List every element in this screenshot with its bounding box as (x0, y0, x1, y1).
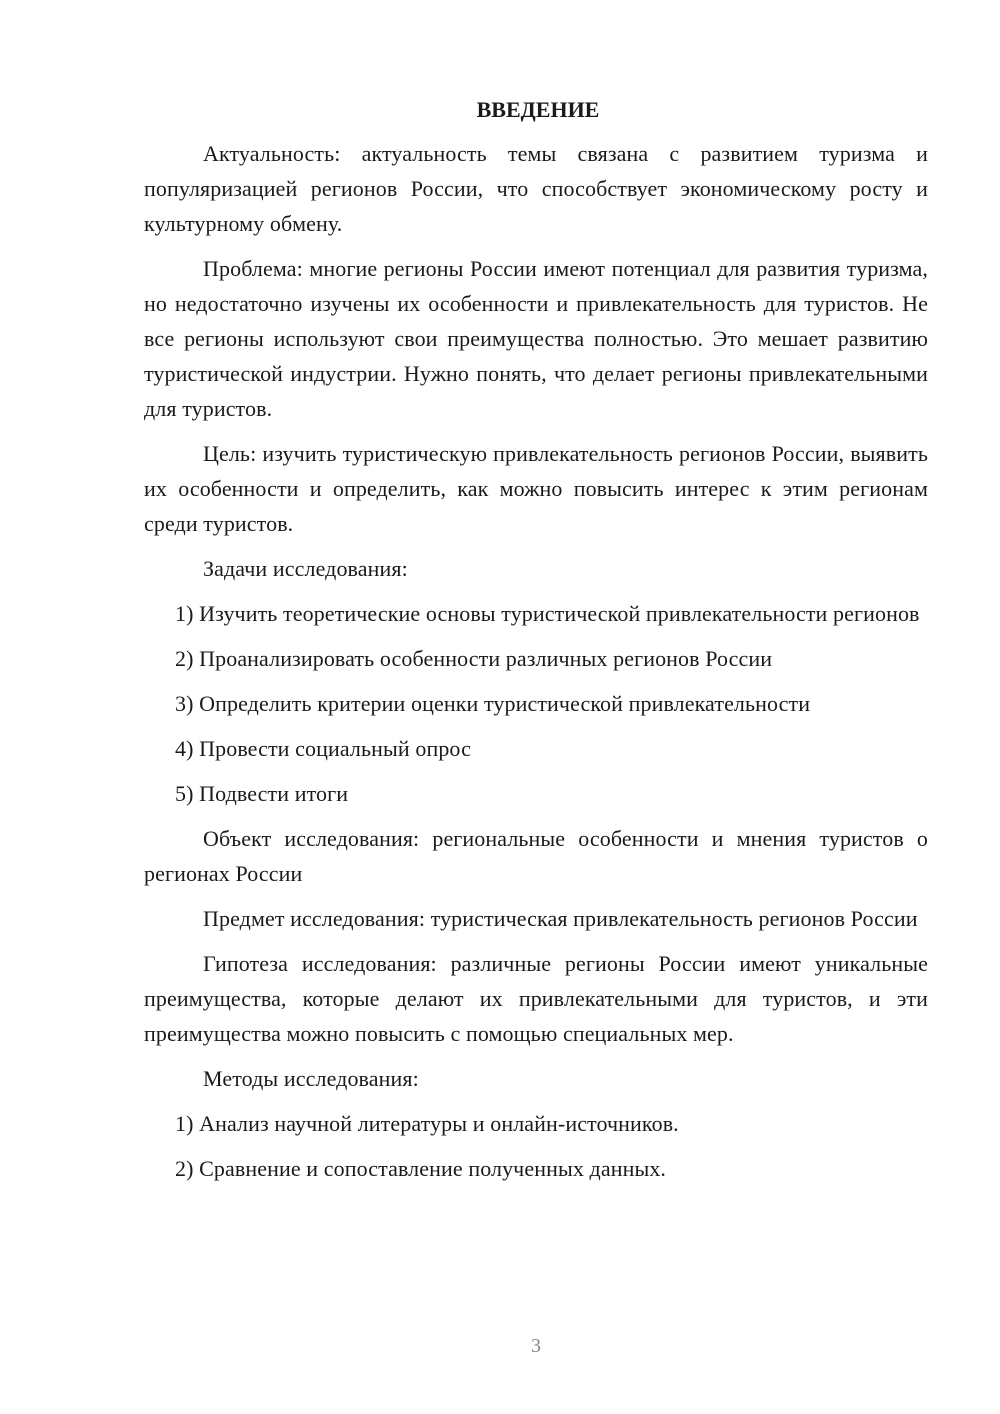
relevance-paragraph: Актуальность: актуальность темы связана с развитием туризма и популяризацией регионов России, что способствует экономическому росту и культурному обмену. (144, 141, 928, 236)
methods-heading: Методы исследования: (203, 1066, 419, 1091)
section-title: ВВЕДЕНИЕ (476, 97, 600, 122)
document-page (144, 92, 928, 1196)
hypothesis-paragraph: Гипотеза исследования: различные регионы России имеют уникальные преимущества, которые делают их привлекательными для туристов, и эти преимущества можно повысить с помощью специальных мер. (144, 951, 928, 1046)
task-item: 5) Подвести итоги (175, 781, 349, 806)
problem-paragraph: Проблема: многие регионы России имеют потенциал для развития туризма, но недостаточно изучены их особенности и привлекательность для туристов. Не все регионы используют свои преимущества полностью. Это мешает развитию туристической индустрии. Нужно понять, что делает регионы привлекательными для туристов. (144, 256, 928, 421)
method-item: 2) Сравнение и сопоставление полученных данных. (175, 1156, 667, 1181)
subject-paragraph: Предмет исследования: туристическая привлекательность регионов России (203, 906, 918, 931)
page-number: 3 (531, 1335, 541, 1357)
task-item: 4) Провести социальный опрос (175, 736, 471, 761)
task-item: 1) Изучить теоретические основы туристической привлекательности регионов (175, 601, 920, 626)
goal-paragraph: Цель: изучить туристическую привлекательность регионов России, выявить их особенности и определить, как можно повысить интерес к этим регионам среди туристов. (144, 441, 928, 536)
task-item: 2) Проанализировать особенности различных регионов России (175, 646, 773, 671)
task-item: 3) Определить критерии оценки туристической привлекательности (175, 691, 811, 716)
tasks-heading: Задачи исследования: (203, 556, 408, 581)
method-item: 1) Анализ научной литературы и онлайн-источников. (175, 1111, 679, 1136)
object-paragraph: Объект исследования: региональные особенности и мнения туристов о регионах России (144, 826, 928, 886)
